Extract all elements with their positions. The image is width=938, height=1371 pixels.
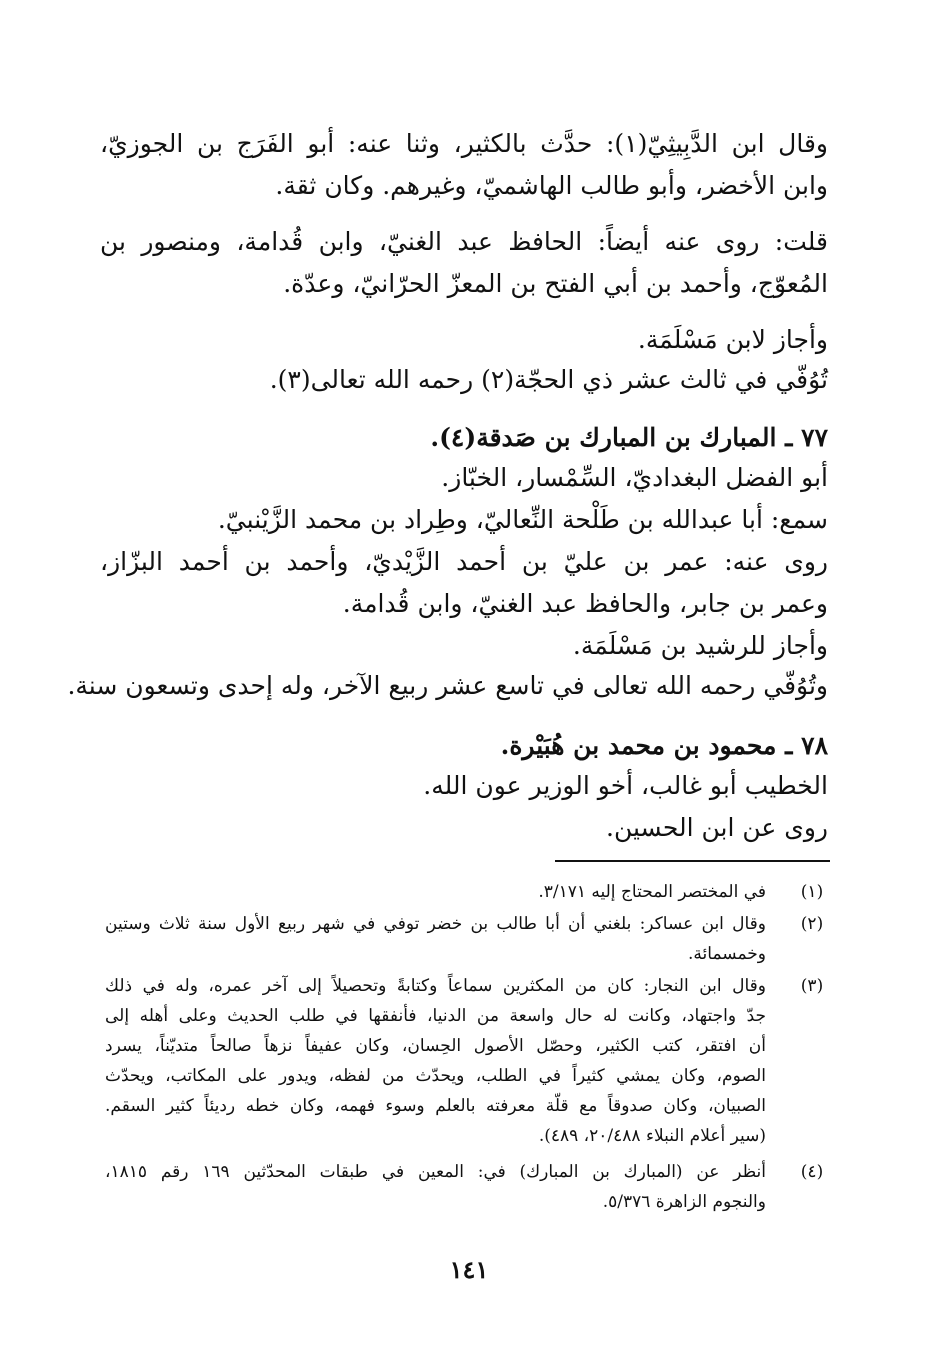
body-line: أبو الفضل البغداديّ، السِّمْسار، الخبّاز. — [441, 463, 828, 492]
footnote-number: (١) — [800, 882, 824, 902]
body-line: وأجاز لابن مَسْلَمَة. — [637, 325, 828, 354]
body-line: روى عنه: عمر بن عليّ بن أحمد الزَّيْديّ، وأحمد بن أحمد البزّاز، — [100, 547, 828, 576]
body-line: وأجاز للرشيد بن مَسْلَمَة. — [572, 631, 828, 660]
footnote-line: وقال ابن عساكر: بلغني أن أبا طالب بن خضر توفي في شهر ربيع الأول سنة ثلاث وستين — [105, 914, 766, 934]
footnote-line: أنظر عن (المبارك بن المبارك) في: المعين في طبقات المحدّثين ١٦٩ رقم ١٨١٥، — [105, 1162, 766, 1182]
footnote-separator — [555, 860, 830, 862]
footnote-line: جدّ واجتهاد، وكانت له حال واسعة من الدنيا، فأنفقها في طلب الحديث وعلى أهله إلى — [105, 1006, 766, 1026]
body-line: وعمر بن جابر، والحافظ عبد الغنيّ، وابن قُدامة. — [342, 589, 828, 618]
footnote-number: (٣) — [800, 976, 824, 996]
footnote-line: وخمسمائة. — [688, 944, 766, 964]
body-line: تُوُفّي في ثالث عشر ذي الحجّة(٢) رحمه الله تعالى(٣). — [269, 365, 828, 394]
footnote-line: في المختصر المحتاج إليه ٣/١٧١. — [538, 882, 766, 902]
footnote-number: (٢) — [800, 914, 824, 934]
footnote-number: (٤) — [800, 1162, 824, 1182]
footnote-line: وقال ابن النجار: كان من المكثرين سماعاً وكتابةً وتحصيلاً إلى آخر عمره، وله في ذلك — [105, 976, 766, 996]
body-line: الخطيب أبو غالب، أخو الوزير عون الله. — [423, 771, 828, 800]
body-line: وتُوُفّي رحمه الله تعالى في تاسع عشر ربيع الآخر، وله إحدى وتسعون سنة. — [67, 671, 828, 700]
footnote-line: أن افتقر، كتب الكثير، وحصّل الأصول الحِسان، وكان عفيفاً نزهاً صالحاً متديّناً، يسرد — [105, 1036, 766, 1056]
footnote-line: الصبيان، وكان صدوقاً مع قلّة معرفته بالعلم وسوء فهمه، وكان خطه رديئاً كثير السقم. — [105, 1096, 766, 1116]
body-line: سمع: أبا عبدالله بن طَلْحة النِّعاليّ، وطِراد بن محمد الزَّيْنبيّ. — [217, 505, 828, 534]
body-line: قلت: روى عنه أيضاً: الحافظ عبد الغنيّ، وابن قُدامة، ومنصور بن — [100, 227, 828, 256]
body-line: وابن الأخضر، وأبو طالب الهاشميّ، وغيرهم. وكان ثقة. — [275, 171, 828, 200]
footnote-line: الصوم، وكان يمشي كثيراً في الطلب، ويحدّث من لفظه، ويدور على المكاتب، ويحدّث — [105, 1066, 766, 1086]
footnote-line: (سير أعلام النبلاء ٢٠/٤٨٨، ٤٨٩). — [538, 1126, 766, 1146]
entry-heading: ٧٨ ـ محمود بن محمد بن هُبَيْرة. — [500, 731, 828, 760]
body-line: المُعوّج، وأحمد بن أبي الفتح بن المعزّ الحرّانيّ، وعدّة. — [283, 269, 828, 298]
body-line: وقال ابن الدَّبِيثِيّ(١): حدَّث بالكثير، وثنا عنه: أبو الفَرَج بن الجوزيّ، — [100, 129, 828, 158]
body-line: روى عن ابن الحسين. — [606, 813, 828, 842]
entry-heading: ٧٧ ـ المبارك بن المبارك بن صَدقة(٤). — [430, 423, 828, 452]
footnote-line: والنجوم الزاهرة ٥/٣٧٦. — [602, 1192, 766, 1212]
page-number: ١٤١ — [449, 1255, 489, 1284]
